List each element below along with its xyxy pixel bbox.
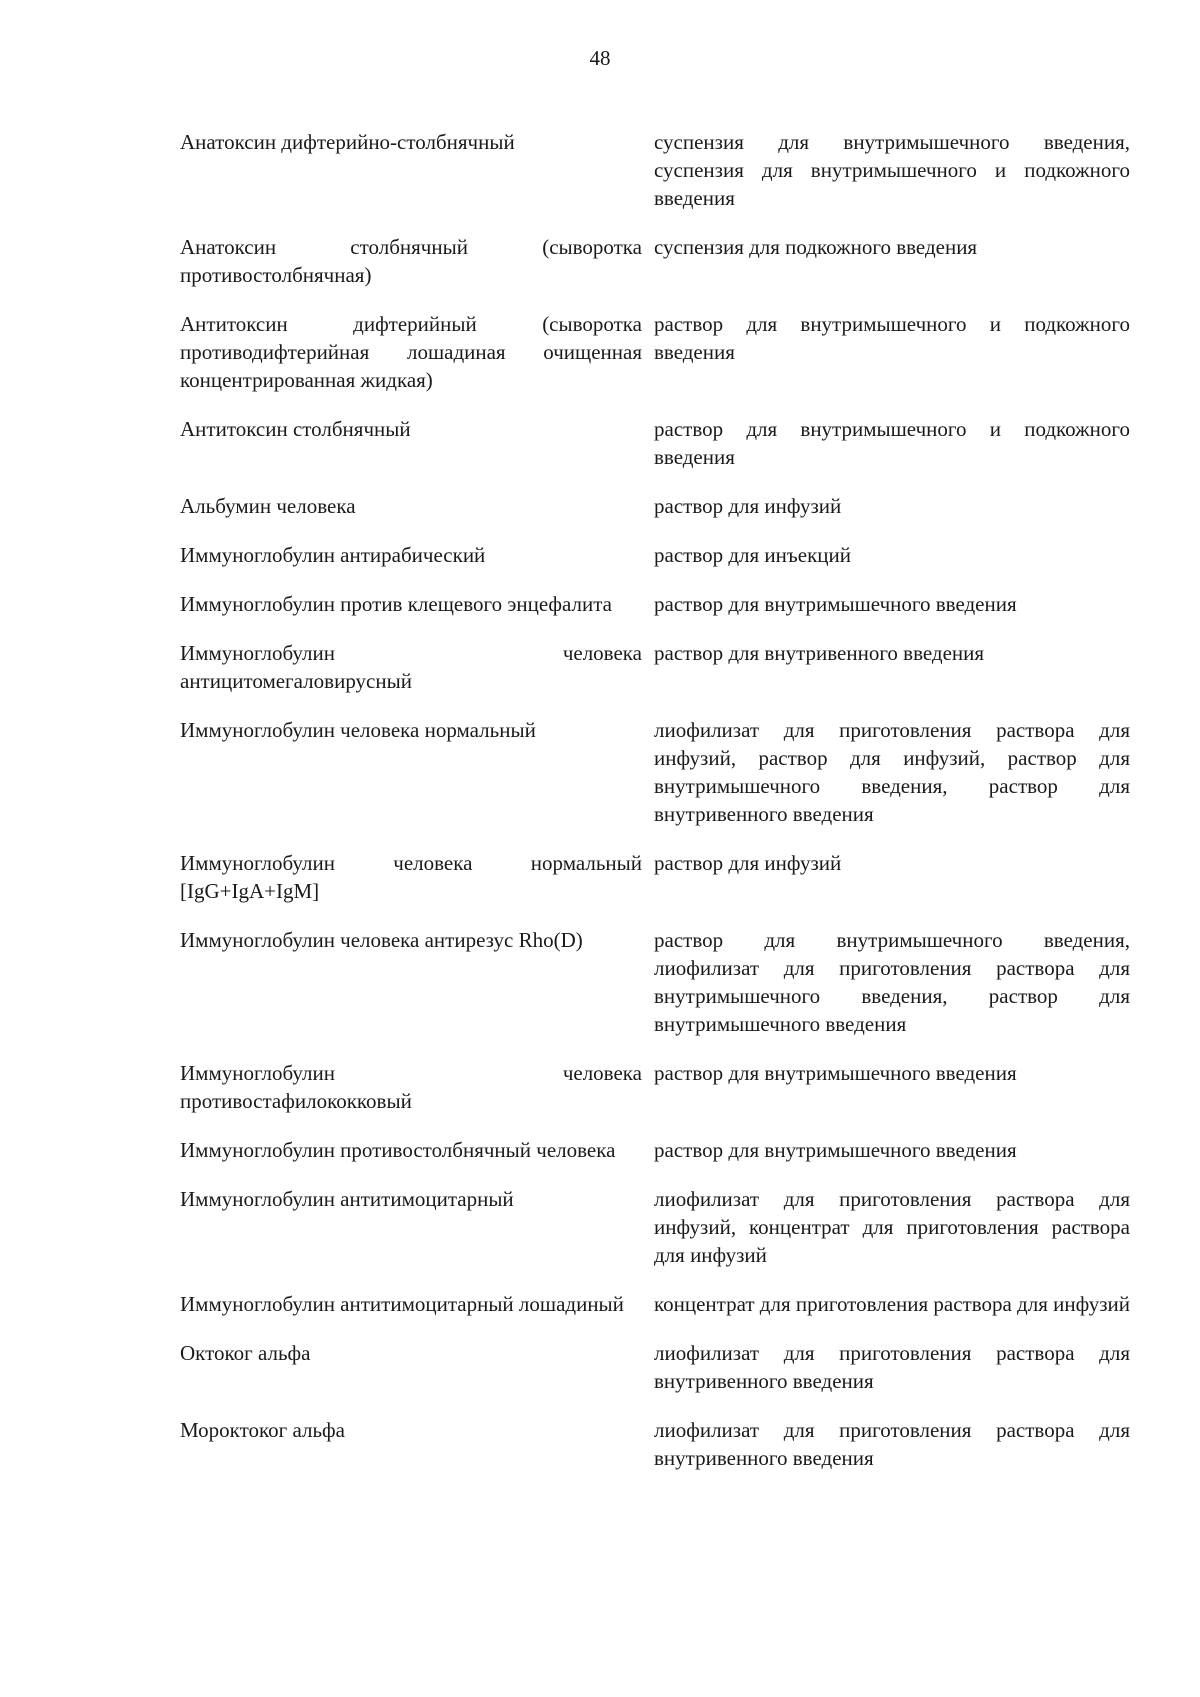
- drug-name: Октоког альфа: [180, 1341, 311, 1365]
- drug-name: Иммуноглобулин против клещевого энцефалита: [180, 592, 612, 616]
- list-item: [180, 1136, 1130, 1164]
- dosage-form: лиофилизат для приготовления раствора для внутривенного введения: [654, 1418, 1130, 1470]
- dosage-form: лиофилизат для приготовления раствора для инфузий, раствор для инфузий, раствор для внутримышечного введения, раствор для внутривенного введения: [654, 718, 1130, 826]
- dosage-form: раствор для инфузий: [654, 494, 842, 518]
- list-item: [180, 415, 1130, 471]
- list-item: [180, 310, 1130, 394]
- dosage-form: раствор для внутримышечного введения: [654, 1138, 1017, 1162]
- list-item: [180, 849, 1130, 905]
- dosage-form: раствор для внутримышечного и подкожного введения: [654, 417, 1130, 469]
- drug-name: Иммуноглобулин противостолбнячный человека: [180, 1138, 616, 1162]
- list-item: [180, 1185, 1130, 1269]
- drug-name: Анатоксин дифтерийно-столбнячный: [180, 130, 515, 154]
- list-item: [180, 492, 1130, 520]
- drug-name: Альбумин человека: [180, 494, 356, 518]
- dosage-form: раствор для внутримышечного введения: [654, 1061, 1017, 1085]
- drug-name: Иммуноглобулин антитимоцитарный: [180, 1187, 514, 1211]
- list-item: [180, 1059, 1130, 1115]
- drug-name: Иммуноглобулин человека антицитомегаловирусный: [180, 641, 642, 693]
- list-item: [180, 1290, 1130, 1318]
- drug-name: Антитоксин дифтерийный (сыворотка противодифтерийная лошадиная очищенная концентрированная жидкая): [180, 312, 642, 392]
- list-item: [180, 541, 1130, 569]
- drug-name: Иммуноглобулин антирабический: [180, 543, 486, 567]
- list-item: [180, 233, 1130, 289]
- dosage-form: суспензия для внутримышечного введения, суспензия для внутримышечного и подкожного введения: [654, 130, 1130, 210]
- list-item: [180, 590, 1130, 618]
- dosage-form: лиофилизат для приготовления раствора для инфузий, концентрат для приготовления раствора для инфузий: [654, 1187, 1130, 1267]
- drug-name: Иммуноглобулин человека антирезус Rho(D): [180, 928, 583, 952]
- dosage-form: раствор для внутримышечного введения: [654, 592, 1017, 616]
- drug-name: Иммуноглобулин человека нормальный: [180, 718, 536, 742]
- drug-name: Антитоксин столбнячный: [180, 417, 411, 441]
- drug-name: Анатоксин столбнячный (сыворотка противостолбнячная): [180, 235, 642, 287]
- drug-list: [180, 128, 1130, 1493]
- list-item: [180, 1416, 1130, 1472]
- dosage-form: раствор для внутривенного введения: [654, 641, 985, 665]
- dosage-form: лиофилизат для приготовления раствора для внутривенного введения: [654, 1341, 1130, 1393]
- dosage-form: раствор для внутримышечного и подкожного введения: [654, 312, 1130, 364]
- dosage-form: раствор для инфузий: [654, 851, 842, 875]
- drug-name: Иммуноглобулин человека нормальный [IgG+IgA+IgM]: [180, 851, 642, 903]
- drug-name: Мороктоког альфа: [180, 1418, 345, 1442]
- list-item: [180, 716, 1130, 828]
- drug-name: Иммуноглобулин человека противостафилококковый: [180, 1061, 642, 1113]
- dosage-form: раствор для внутримышечного введения, лиофилизат для приготовления раствора для внутримышечного введения, раствор для внутримышечного введения: [654, 928, 1130, 1036]
- dosage-form: концентрат для приготовления раствора для инфузий: [654, 1292, 1130, 1316]
- dosage-form: раствор для инъекций: [654, 543, 851, 567]
- list-item: [180, 128, 1130, 212]
- page-number: 48: [589, 46, 611, 70]
- list-item: [180, 639, 1130, 695]
- list-item: [180, 1339, 1130, 1395]
- drug-name: Иммуноглобулин антитимоцитарный лошадиный: [180, 1292, 624, 1316]
- dosage-form: суспензия для подкожного введения: [654, 235, 978, 259]
- list-item: [180, 926, 1130, 1038]
